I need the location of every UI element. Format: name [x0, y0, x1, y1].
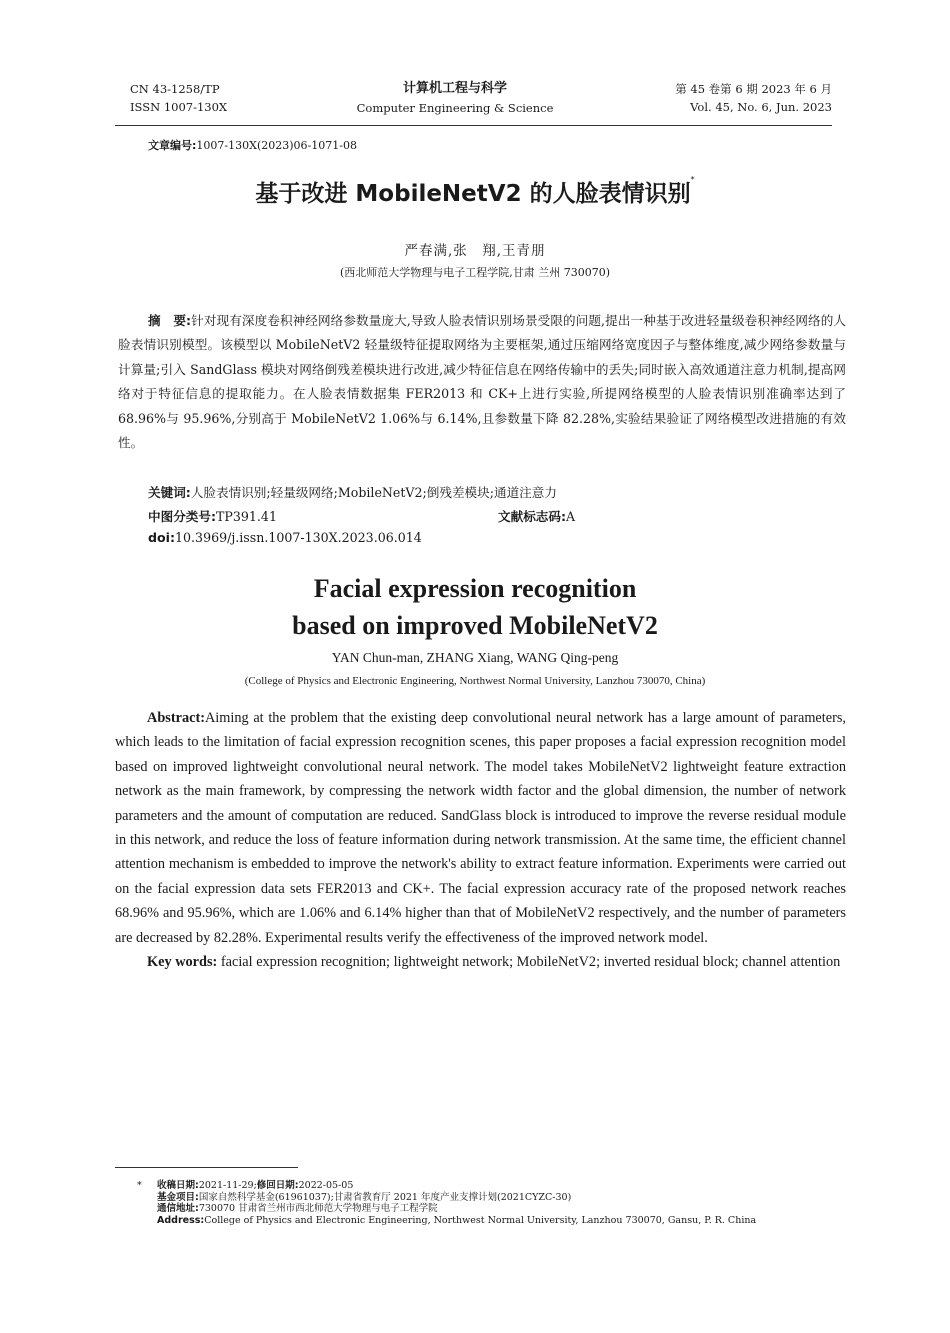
footnote-fund [137, 1192, 756, 1204]
keywords-en-value: facial expression recognition; lightweight network; MobileNetV2; inverted residual block; channel attention [220, 954, 841, 971]
footnote-address-cn [137, 1203, 756, 1215]
abstract-en-text: Aiming at the problem that the existing deep convolutional neural network has a large amount of parameters, which leads to the limitation of facial expression recognition scenes, this paper proposes a facial expression recognition model based on improved lightweight convolutional neural network. The model takes MobileNetV2 lightweight feature extraction network as the main framework, by compressing the network width factor and the global dimension, the number of network parameters and the amount of computation are reduced. SandGlass block is introduced to improve the reverse residual module in this network, and reduce the loss of feature information during network transmission. At the same time, the efficient channel attention mechanism is embedded to improve the network's ability to extract feature information. Experiments were carried out on the facial expression data sets FER2013 and CK+. The facial expression accuracy rate of the proposed network reaches 68.96% and 95.96%, which are 1.06% and 6.14% higher than that of MobileNetV2 respectively, and the number of parameters are decreased by 82.28%. Experimental results verify the effectiveness of the improved network model. [115, 710, 846, 946]
title-cn-text: 基于改进 MobileNetV2 的人脸表情识别 [255, 181, 691, 207]
received-date: 2021-11-29; [198, 1180, 257, 1191]
issn: ISSN 1007-130X [130, 100, 228, 114]
revised-label: 修回日期: [256, 1180, 299, 1191]
doc-code-label: 文献标志码: [498, 509, 567, 524]
keywords-en-paragraph [115, 950, 846, 974]
running-header [0, 80, 950, 120]
clc-label: 中图分类号: [148, 509, 217, 524]
authors-cn: 严春满,张 翔,王青朋 [404, 243, 546, 259]
cn-code: CN 43-1258/TP [130, 82, 220, 96]
title-en-line-1: Facial expression recognition [313, 574, 637, 603]
clc-value: TP391.41 [216, 509, 277, 524]
abstract-en-label: Abstract: [147, 710, 205, 726]
journal-name-en: Computer Engineering & Science [356, 101, 554, 115]
abstract-cn [118, 309, 846, 455]
affiliation-cn: (西北师范大学物理与电子工程学院,甘肃 兰州 730070) [339, 266, 611, 279]
footnote-star: * [137, 1180, 142, 1191]
abstract-cn-text: 针对现有深度卷积神经网络参数量庞大,导致人脸表情识别场景受限的问题,提出一种基于改进轻量级卷积神经网络的人脸表情识别模型。该模型以 MobileNetV2 轻量级特征提取网络为主要框架,通过压缩网络宽度因子与整体维度,减少网络参数量与计算量;引入 SandGlass 模块对网络倒残差模块进行改进,减少特征信息在网络传输中的丢失;同时嵌入高效通道注意力机制,提高网络对于特征信息的提取能力。在人脸表情数据集 FER2013 和 CK+上进行实验,所提网络模型的人脸表情识别准确率达到了 68.96%与 95.96%,分别高于 MobileNetV2 1.06%与 6.14%,且参数量下降 82.28%,实验结果验证了网络模型改进措施的有效性。 [118, 313, 846, 451]
abstract-cn-label: 摘 要: [148, 313, 192, 328]
abstract-cn-paragraph [118, 309, 846, 455]
title-en [0, 570, 950, 644]
doi [148, 530, 422, 545]
header-journal [300, 80, 610, 118]
keywords-cn-value: 人脸表情识别;轻量级网络;MobileNetV2;倒残差模块;通道注意力 [190, 485, 557, 500]
abstract-en-paragraph [115, 706, 846, 950]
abstract-en [115, 706, 846, 974]
keywords-en-label: Key words: [147, 954, 218, 971]
doc-code-value: A [566, 509, 576, 524]
footnote-address-en [137, 1215, 756, 1227]
volume-en: Vol. 45, No. 6, Jun. 2023 [690, 100, 832, 114]
footnote [137, 1180, 756, 1226]
article-number [148, 137, 357, 153]
footnote-rule [115, 1167, 298, 1168]
address-en-text: College of Physics and Electronic Engineering, Northwest Normal University, Lanzhou 730070, Gansu, P. R. China [204, 1214, 757, 1226]
revised-date: 2022-05-05 [298, 1180, 354, 1191]
article-number-label: 文章编号: [148, 139, 197, 152]
title-footnote-mark: * [690, 175, 695, 184]
journal-name-cn: 计算机工程与科学 [402, 81, 507, 96]
doi-value: 10.3969/j.issn.1007-130X.2023.06.014 [175, 530, 422, 545]
authors-en: YAN Chun-man, ZHANG Xiang, WANG Qing-peng [331, 650, 619, 665]
address-cn-label: 通信地址: [157, 1203, 199, 1214]
fund-label: 基金项目: [157, 1191, 199, 1203]
header-left [130, 80, 227, 116]
footnote-dates [137, 1180, 756, 1192]
doi-label: doi: [148, 530, 176, 545]
keywords-cn-label: 关键词: [148, 485, 191, 500]
received-label: 收稿日期: [157, 1180, 199, 1191]
keywords-cn [148, 482, 557, 501]
volume-cn: 第 45 卷第 6 期 2023 年 6 月 [675, 82, 832, 96]
document-code [498, 506, 575, 525]
clc-number [148, 506, 277, 525]
article-number-value: 1007-130X(2023)06-1071-08 [196, 139, 357, 152]
title-cn [0, 175, 950, 208]
fund-text: 国家自然科学基金(61961037);甘肃省教育厅 2021 年度产业支撑计划(2021CYZC-30) [198, 1191, 572, 1203]
header-rule [115, 125, 832, 126]
title-en-line-2: based on improved MobileNetV2 [292, 611, 658, 640]
address-cn-text: 730070 甘肃省兰州市西北师范大学物理与电子工程学院 [198, 1203, 438, 1214]
header-right [675, 80, 832, 116]
address-en-label: Address: [157, 1214, 205, 1226]
affiliation-en: (College of Physics and Electronic Engineering, Northwest Normal University, Lanzhou 730070, China) [244, 675, 706, 687]
